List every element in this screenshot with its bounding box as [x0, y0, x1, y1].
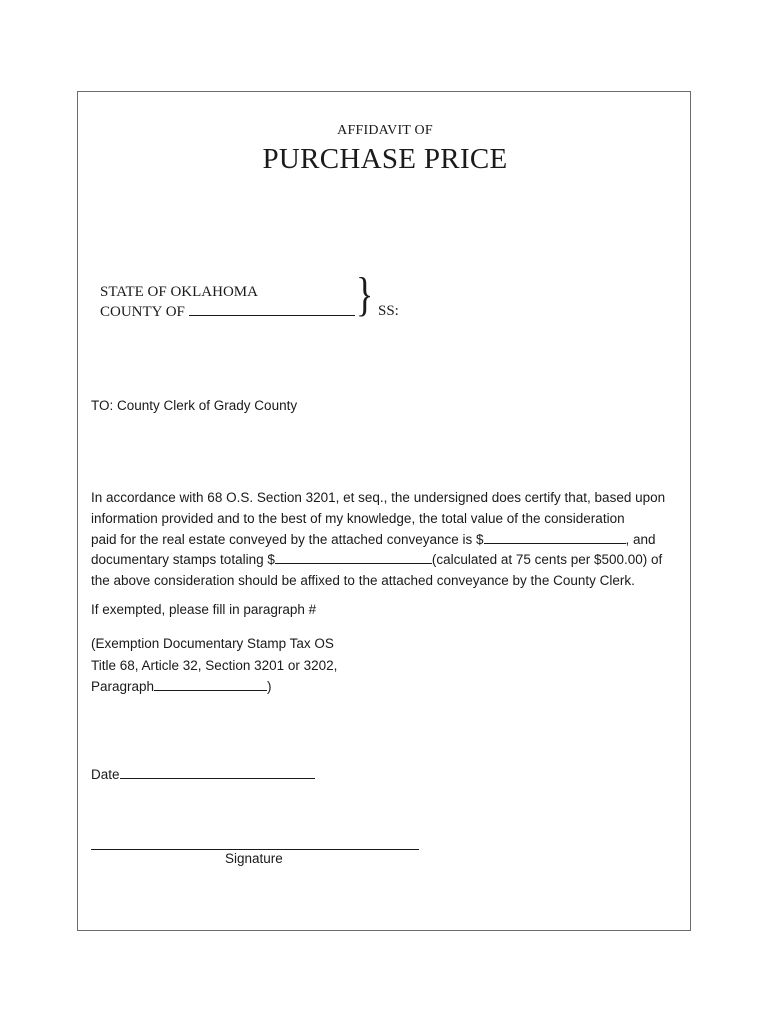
- county-label: COUNTY OF: [100, 304, 185, 320]
- para-line-3: [91, 530, 671, 551]
- date-line: [91, 766, 315, 782]
- ss-label: SS:: [378, 303, 399, 319]
- para-line-2: information provided and to the best of my knowledge, the total value of the consideration: [91, 510, 625, 526]
- exemption-block: [91, 633, 337, 698]
- consideration-label: paid for the real estate conveyed by the attached conveyance is $: [91, 531, 484, 547]
- para-line-3-tail: , and: [625, 531, 656, 547]
- county-line: [100, 303, 355, 321]
- county-blank-field[interactable]: [189, 303, 355, 316]
- signature-label: Signature: [225, 851, 283, 866]
- state-line: STATE OF OKLAHOMA: [100, 284, 258, 300]
- date-field[interactable]: [120, 766, 315, 779]
- para-line-4: [91, 550, 671, 571]
- para-line-5: the above consideration should be affixed to the attached conveyance by the County Clerk.: [91, 573, 635, 589]
- exemption-line-3: [91, 676, 337, 698]
- signature-field[interactable]: [91, 849, 419, 850]
- stamps-amount-field[interactable]: [275, 551, 432, 564]
- date-label: Date: [91, 767, 120, 782]
- addressee-line: TO: County Clerk of Grady County: [91, 398, 298, 413]
- para-line-1: In accordance with 68 O.S. Section 3201, et seq., the undersigned does certify that, based upon: [91, 490, 666, 505]
- exemption-line-1: (Exemption Documentary Stamp Tax OS: [91, 636, 334, 651]
- para-line-4-tail: (calculated at 75 cents per $500.00) of: [431, 552, 663, 568]
- exemption-prompt: If exempted, please fill in paragraph #: [91, 602, 317, 617]
- consideration-amount-field[interactable]: [484, 531, 626, 544]
- paren-close: ): [267, 679, 272, 694]
- document-subtitle: AFFIDAVIT OF: [337, 123, 433, 138]
- brace-symbol: }: [356, 268, 374, 321]
- certification-paragraph: [91, 488, 671, 592]
- paragraph-label: Paragraph: [91, 679, 155, 694]
- stamps-label: documentary stamps totaling $: [91, 552, 275, 568]
- exemption-line-2: Title 68, Article 32, Section 3201 or 3202,: [91, 657, 338, 673]
- document-title: PURCHASE PRICE: [262, 143, 508, 175]
- paragraph-number-field[interactable]: [154, 678, 267, 691]
